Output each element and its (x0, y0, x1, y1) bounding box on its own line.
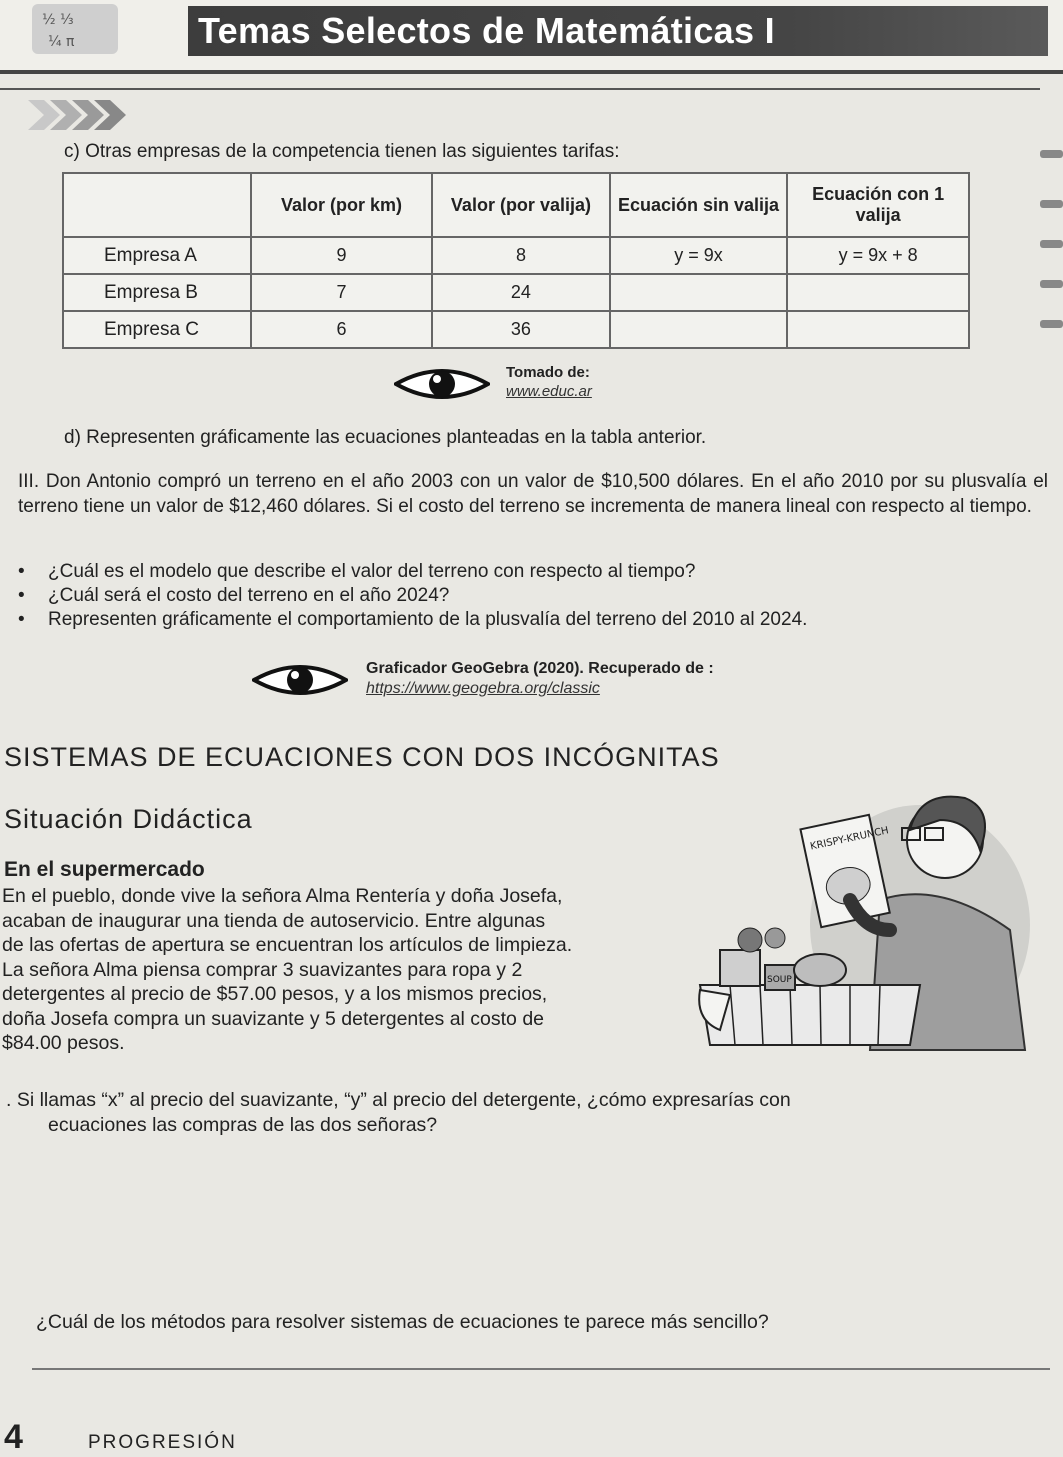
paragraph-line: de las ofertas de apertura se encuentran los artículos de limpieza. (2, 934, 573, 956)
answer-line (32, 1368, 1050, 1370)
table-cell (610, 311, 788, 348)
table-header-cell: Valor (por valija) (432, 173, 610, 237)
table-cell: y = 9x (610, 237, 788, 274)
svg-text:¼ π: ¼ π (48, 34, 75, 50)
eye-icon (394, 364, 490, 404)
situation-paragraph (2, 884, 666, 1056)
problem-iii-bullets (18, 560, 1048, 632)
table-cell: y = 9x + 8 (787, 237, 969, 274)
table-header-cell: Ecuación con 1 valija (787, 173, 969, 237)
page-number: 4 (4, 1418, 23, 1456)
table-cell: 24 (432, 274, 610, 311)
source-link[interactable]: www.educ.ar (506, 383, 592, 400)
page-edge-tab (1040, 150, 1063, 158)
table-header-cell (63, 173, 251, 237)
table-row (63, 311, 969, 348)
table-cell: 8 (432, 237, 610, 274)
table-cell: Empresa A (63, 237, 251, 274)
list-item: • ¿Cuál es el modelo que describe el valor del terreno con respecto al tiempo? (18, 560, 1048, 584)
table-header-cell: Ecuación sin valija (610, 173, 788, 237)
table-header-row (63, 173, 969, 237)
paragraph-line: detergentes al precio de $57.00 pesos, y a los mismos precios, (2, 983, 548, 1005)
tarifas-table (62, 172, 970, 349)
source-link[interactable]: https://www.geogebra.org/classic (366, 680, 600, 697)
paragraph-line: La señora Alma piensa comprar 3 suavizantes para ropa y 2 (2, 958, 523, 981)
header-rule-thin (0, 88, 1040, 90)
table-cell: 6 (251, 311, 432, 348)
paragraph-line: doña Josefa compra un suavizante y 5 detergentes al costo de (2, 1007, 545, 1030)
problem-iii-text: III. Don Antonio compró un terreno en el año 2003 con un valor de $10,500 dólares. En el año 2010 por su plusvalía el terreno tiene un valor de $12,460 dólares. Si el costo del terreno se incrementa de manera lineal con respecto al tiempo. (18, 471, 1048, 517)
fractions-logo-icon (30, 2, 120, 56)
eye-icon (252, 660, 348, 700)
question-line: . Si llamas “x” al precio del suavizante, “y” al precio del detergente, ¿cómo expresarías con (6, 1089, 791, 1111)
question-line: ecuaciones las compras de las dos señoras? (48, 1114, 438, 1136)
question-2: ¿Cuál de los métodos para resolver sistemas de ecuaciones te parece más sencillo? (36, 1311, 769, 1333)
section-title: SISTEMAS DE ECUACIONES CON DOS INCÓGNITAS (4, 742, 720, 772)
table-cell (787, 311, 969, 348)
source-label: Tomado de: (506, 364, 590, 381)
table-cell: 9 (251, 237, 432, 274)
chevrons-icon (28, 98, 128, 132)
svg-text:½ ⅓: ½ ⅓ (42, 12, 74, 28)
table-cell (610, 274, 788, 311)
question-1 (6, 1088, 1046, 1138)
footer-label: PROGRESIÓN (88, 1432, 237, 1453)
item-c-text: c) Otras empresas de la competencia tienen las siguientes tarifas: (64, 141, 620, 162)
list-item: • Representen gráficamente el comportamiento de la plusvalía del terreno del 2010 al 2024. (18, 608, 1048, 632)
page-edge-tab (1040, 280, 1063, 288)
section-subtitle: Situación Didáctica (4, 804, 253, 834)
item-d-text: d) Representen gráficamente las ecuaciones planteadas en la tabla anterior. (64, 427, 707, 448)
page-edge-tab (1040, 200, 1063, 208)
source-label: Graficador GeoGebra (2020). Recuperado de : (366, 660, 714, 677)
paragraph-line: $84.00 pesos. (2, 1032, 125, 1054)
paragraph-line: En el pueblo, donde vive la señora Alma Rentería y doña Josefa, (2, 885, 563, 907)
list-item: • ¿Cuál será el costo del terreno en el año 2024? (18, 584, 1048, 608)
page-header-title: Temas Selectos de Matemáticas I (188, 6, 1048, 56)
table-cell (787, 274, 969, 311)
table-row (63, 274, 969, 311)
can-label: SOUP (767, 975, 792, 985)
cereal-box-label: KRISPY-KRUNCH (809, 825, 890, 853)
shopper-illustration (690, 780, 1040, 1062)
table-cell: 36 (432, 311, 610, 348)
page-edge-tab (1040, 240, 1063, 248)
situation-heading: En el supermercado (4, 858, 205, 881)
table-cell: Empresa B (63, 274, 251, 311)
paragraph-line: acaban de inaugurar una tienda de autoservicio. Entre algunas (2, 909, 546, 932)
header-rule (0, 70, 1063, 74)
table-header-cell: Valor (por km) (251, 173, 432, 237)
table-cell: Empresa C (63, 311, 251, 348)
table-row (63, 237, 969, 274)
page-edge-tab (1040, 320, 1063, 328)
table-cell: 7 (251, 274, 432, 311)
